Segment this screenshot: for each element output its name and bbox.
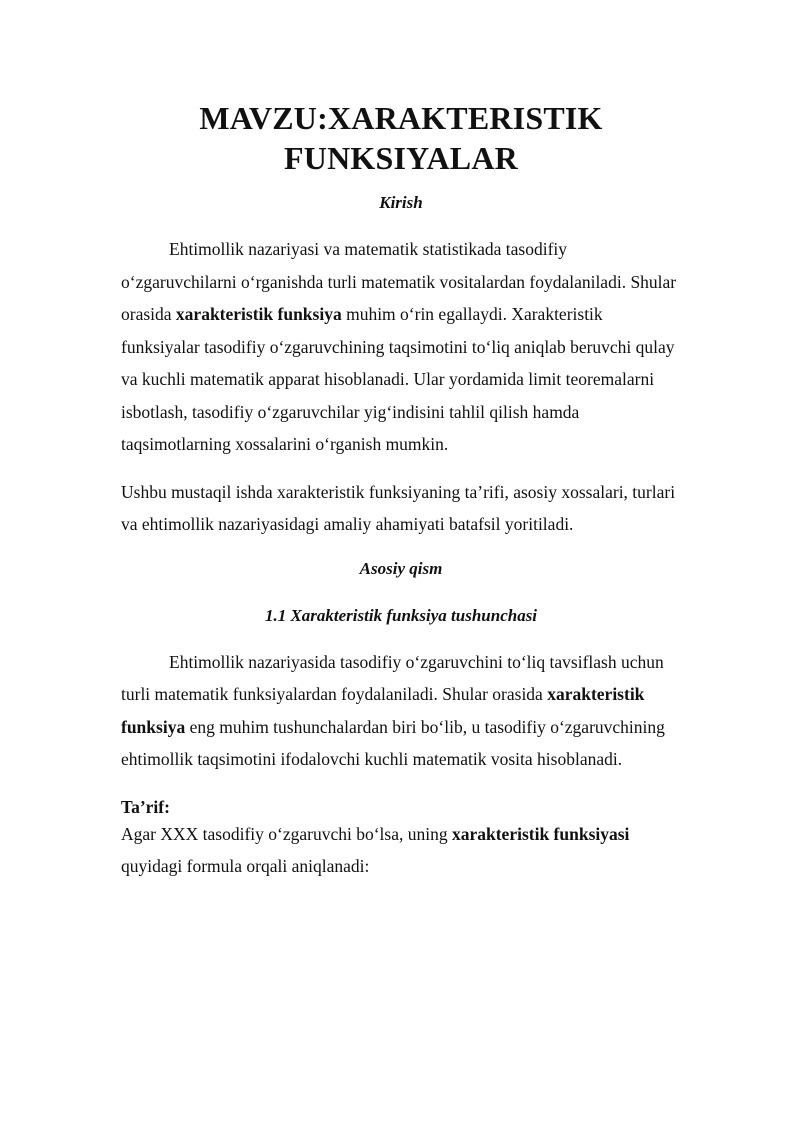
document-title — [121, 98, 681, 178]
definition-bold: xarakteristik funksiyasi — [451, 823, 630, 844]
definition-text-b: quyidagi formula orqali aniqlanadi: — [121, 856, 370, 876]
intro-paragraph-1 — [121, 233, 681, 461]
definition-text-a: Agar XXX tasodifiy o‘zgaruvchi bo‘lsa, uning — [121, 823, 452, 844]
section-p1-text-a: Ehtimollik nazariyasida tasodifiy o‘zgaruvchini to‘liq tavsiflash uchun turli matematik funksiyalardan foydalaniladi. Shular orasida — [121, 651, 664, 704]
intro-p1-bold: xarakteristik funksiya — [175, 304, 342, 324]
title-line-2: FUNKSIYALAR — [284, 140, 518, 176]
title-line-1: MAVZU:XARAKTERISTIK — [199, 100, 603, 136]
section-paragraph-1 — [121, 646, 681, 776]
section-p1-bold: xarakteristik funksiya — [121, 684, 645, 737]
intro-paragraph-2: Ushbu mustaqil ishda xarakteristik funksiyaning ta’rifi, asosiy xossalari, turlari va ehtimollik nazariyasidagi amaliy ahamiyati batafsil yoritiladi. — [121, 481, 676, 534]
section-p1-text-b: eng muhim tushunchalardan biri bo‘lib, u tasodifiy o‘zgaruvchining ehtimollik taqsimotini ifodalovchi kuchli matematik vosita hisoblanadi. — [121, 716, 665, 769]
intro-p1-text-a: Ehtimollik nazariyasi va matematik statistikada tasodifiy o‘zgaruvchilarni o‘rganishda turli matematik vositalardan foydalaniladi. Shular orasida — [121, 239, 677, 324]
document-content — [121, 98, 681, 883]
main-heading: Asosiy qism — [359, 558, 443, 578]
intro-heading: Kirish — [379, 193, 423, 212]
definition-label: Ta’rif: — [121, 796, 170, 817]
intro-p1-text-b: muhim o‘rin egallaydi. Xarakteristik funksiyalar tasodifiy o‘zgaruvchining taqsimotini to‘liq aniqlab beruvchi qulay va kuchli matematik apparat hisoblanadi. Ular yordamida limit teoremalarni isbotlash, tasodifiy o‘zgaruvchilar yig‘indisini tahlil qilish hamda taqsimotlarning xossalarini o‘rganish mumkin. — [121, 304, 675, 454]
section-heading: 1.1 Xarakteristik funksiya tushunchasi — [264, 605, 538, 625]
definition-paragraph — [121, 818, 681, 883]
